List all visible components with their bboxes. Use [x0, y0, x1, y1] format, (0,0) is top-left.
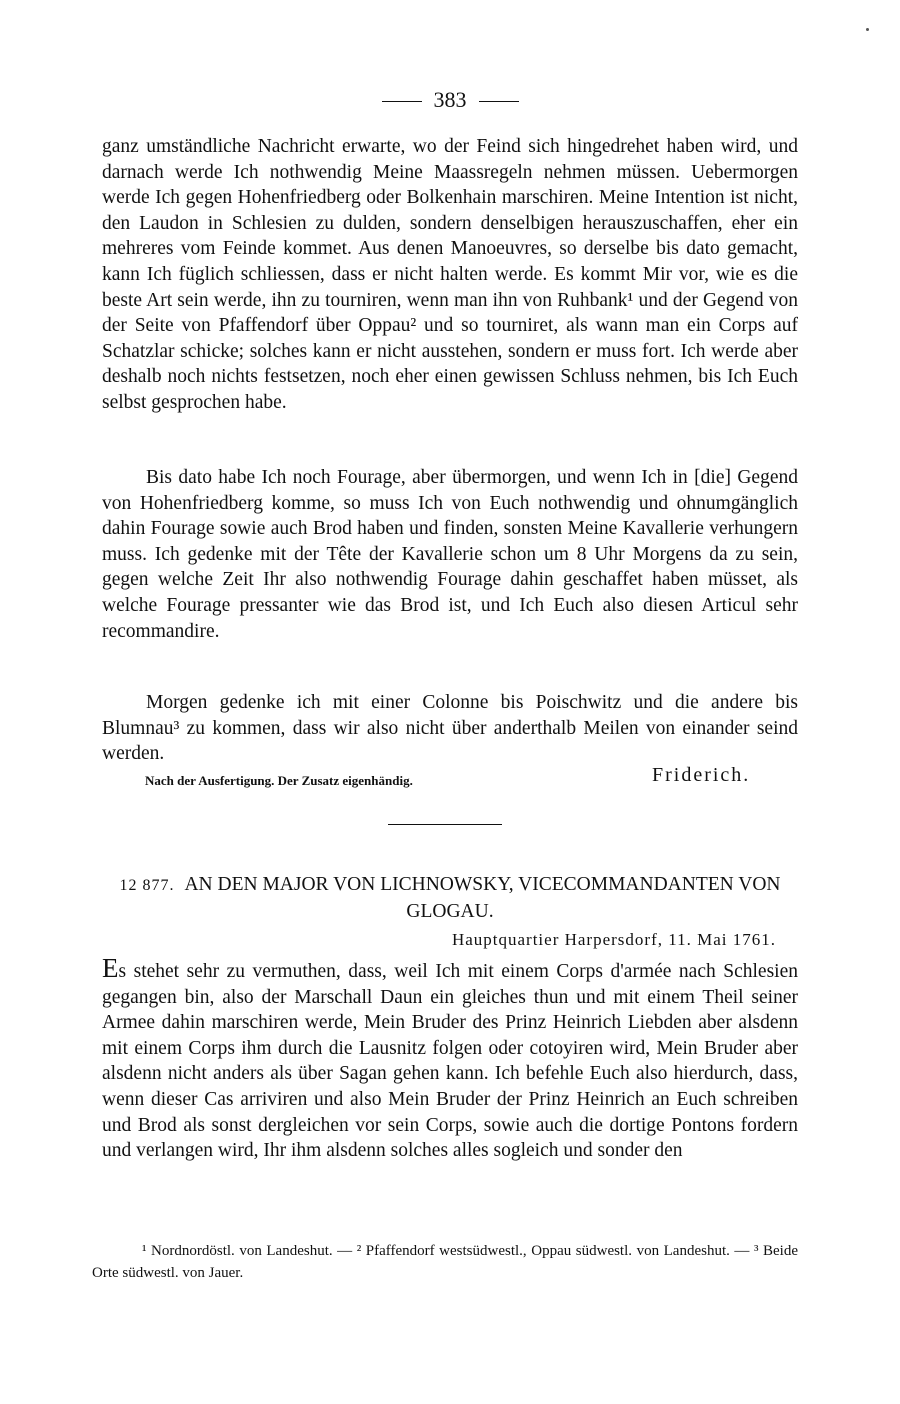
- drop-cap: E: [102, 953, 119, 983]
- signature: Friderich.: [652, 764, 751, 786]
- scan-speck: [866, 28, 869, 31]
- letter-dateline: Hauptquartier Harpersdorf, 11. Mai 1761.: [451, 930, 776, 949]
- letter-body: [102, 953, 798, 1164]
- letter-body-content: s stehet sehr zu vermuthen, dass, weil Ich mit einem Corps d'armée nach Schlesien gegangen bin, also der Marschall Daun ein gleiches thun und mit einem Theil seiner Armee dahin marschiren werde, Mein Bruder des Prinz Heinrich Liebden aber alsdenn mit einem Corps ihm durch die Lausnitz folgen oder cotoyiren wird, Mein Bruder aber alsdenn nicht anders als über Sagan gehen kann. Ich befehle Euch also hierdurch, dass, wenn dieser Cas arriviren und also Mein Bruder der Prinz Heinrich an Euch schreiben und Brod als sonst dergleichen vor sein Corps, sowie auch die dortige Pontons fordern und verlangen wird, Ihr ihm alsdenn solches alles sogleich und sonder den: [102, 961, 798, 1162]
- footnotes: [92, 1240, 798, 1284]
- header-dash-right: [479, 101, 519, 102]
- paragraph-1: [102, 134, 798, 416]
- letter-heading: [102, 872, 798, 925]
- footnote-text: ¹ Nordnordöstl. von Landeshut. — ² Pfaffendorf westsüdwestl., Oppau südwestl. von Landeshut. — ³ Beide Orte südwestl. von Jauer.: [92, 1243, 798, 1281]
- paragraph-text: ganz umständliche Nachricht erwarte, wo der Feind sich hingedrehet haben wird, und darnach werde Ich nothwendig Meine Maassregeln nehmen müssen. Uebermorgen werde Ich gegen Hohenfriedberg oder Bolkenhain marschiren. Meine Intention ist nicht, den Laudon in Schlesien zu dulden, sondern denselbigen herauszuschaffen, eher ein mehreres vom Feinde kommet. Aus denen Manoeuvres, so derselbe bis dato gemacht, kann Ich füglich schliessen, dass er nicht halten werde. Es kommt Mir vor, wie es die beste Art sein werde, ihn zu tourniren, wenn man ihn von Ruhbank¹ und der Gegend von der Seite von Pfaffendorf über Oppau² und so tourniret, als wann man ein Corps auf Schatzlar schicke; solches kann er nicht ausstehen, sondern er muss fort. Ich werde aber deshalb noch nichts festsetzen, noch eher einen gewissen Schluss nehmen, bis Ich Euch selbst gesprochen habe.: [102, 136, 798, 413]
- paragraph-2: [102, 465, 798, 644]
- section-divider: [388, 824, 502, 825]
- letter-number: 12 877.: [119, 877, 175, 894]
- page-number: 383: [433, 87, 467, 112]
- paragraph-text: Morgen gedenke ich mit einer Colonne bis Poischwitz und die andere bis Blumnau³ zu kommen, dass wir also nicht über anderthalb Meilen von einander seind werden.: [102, 692, 798, 765]
- header-dash-left: [382, 101, 422, 102]
- letter-recipient: AN DEN MAJOR VON LICHNOWSKY, VICECOMMANDANTEN VON GLOGAU.: [184, 874, 781, 922]
- paragraph-3: [102, 690, 798, 767]
- paragraph-text: Bis dato habe Ich noch Fourage, aber übermorgen, und wenn Ich in [die] Gegend von Hohenfriedberg komme, so muss Ich von Euch nothwendig und ohnumgänglich dahin Fourage sowie auch Brod haben und finden, sonsten Meine Kavallerie verhungern muss. Ich gedenke mit der Tête der Kavallerie schon um 8 Uhr Morgens da zu sein, gegen welche Zeit Ihr also nothwendig Fourage dahin geschaffet haben müsset, als welche Fourage pressanter wie das Brod ist, und Ich Euch also diesen Articul sehr recommandire.: [102, 467, 798, 642]
- page-header: [0, 86, 900, 114]
- source-note: Nach der Ausfertigung. Der Zusatz eigenhändig.: [145, 773, 413, 788]
- letter-body-text: [102, 953, 798, 1164]
